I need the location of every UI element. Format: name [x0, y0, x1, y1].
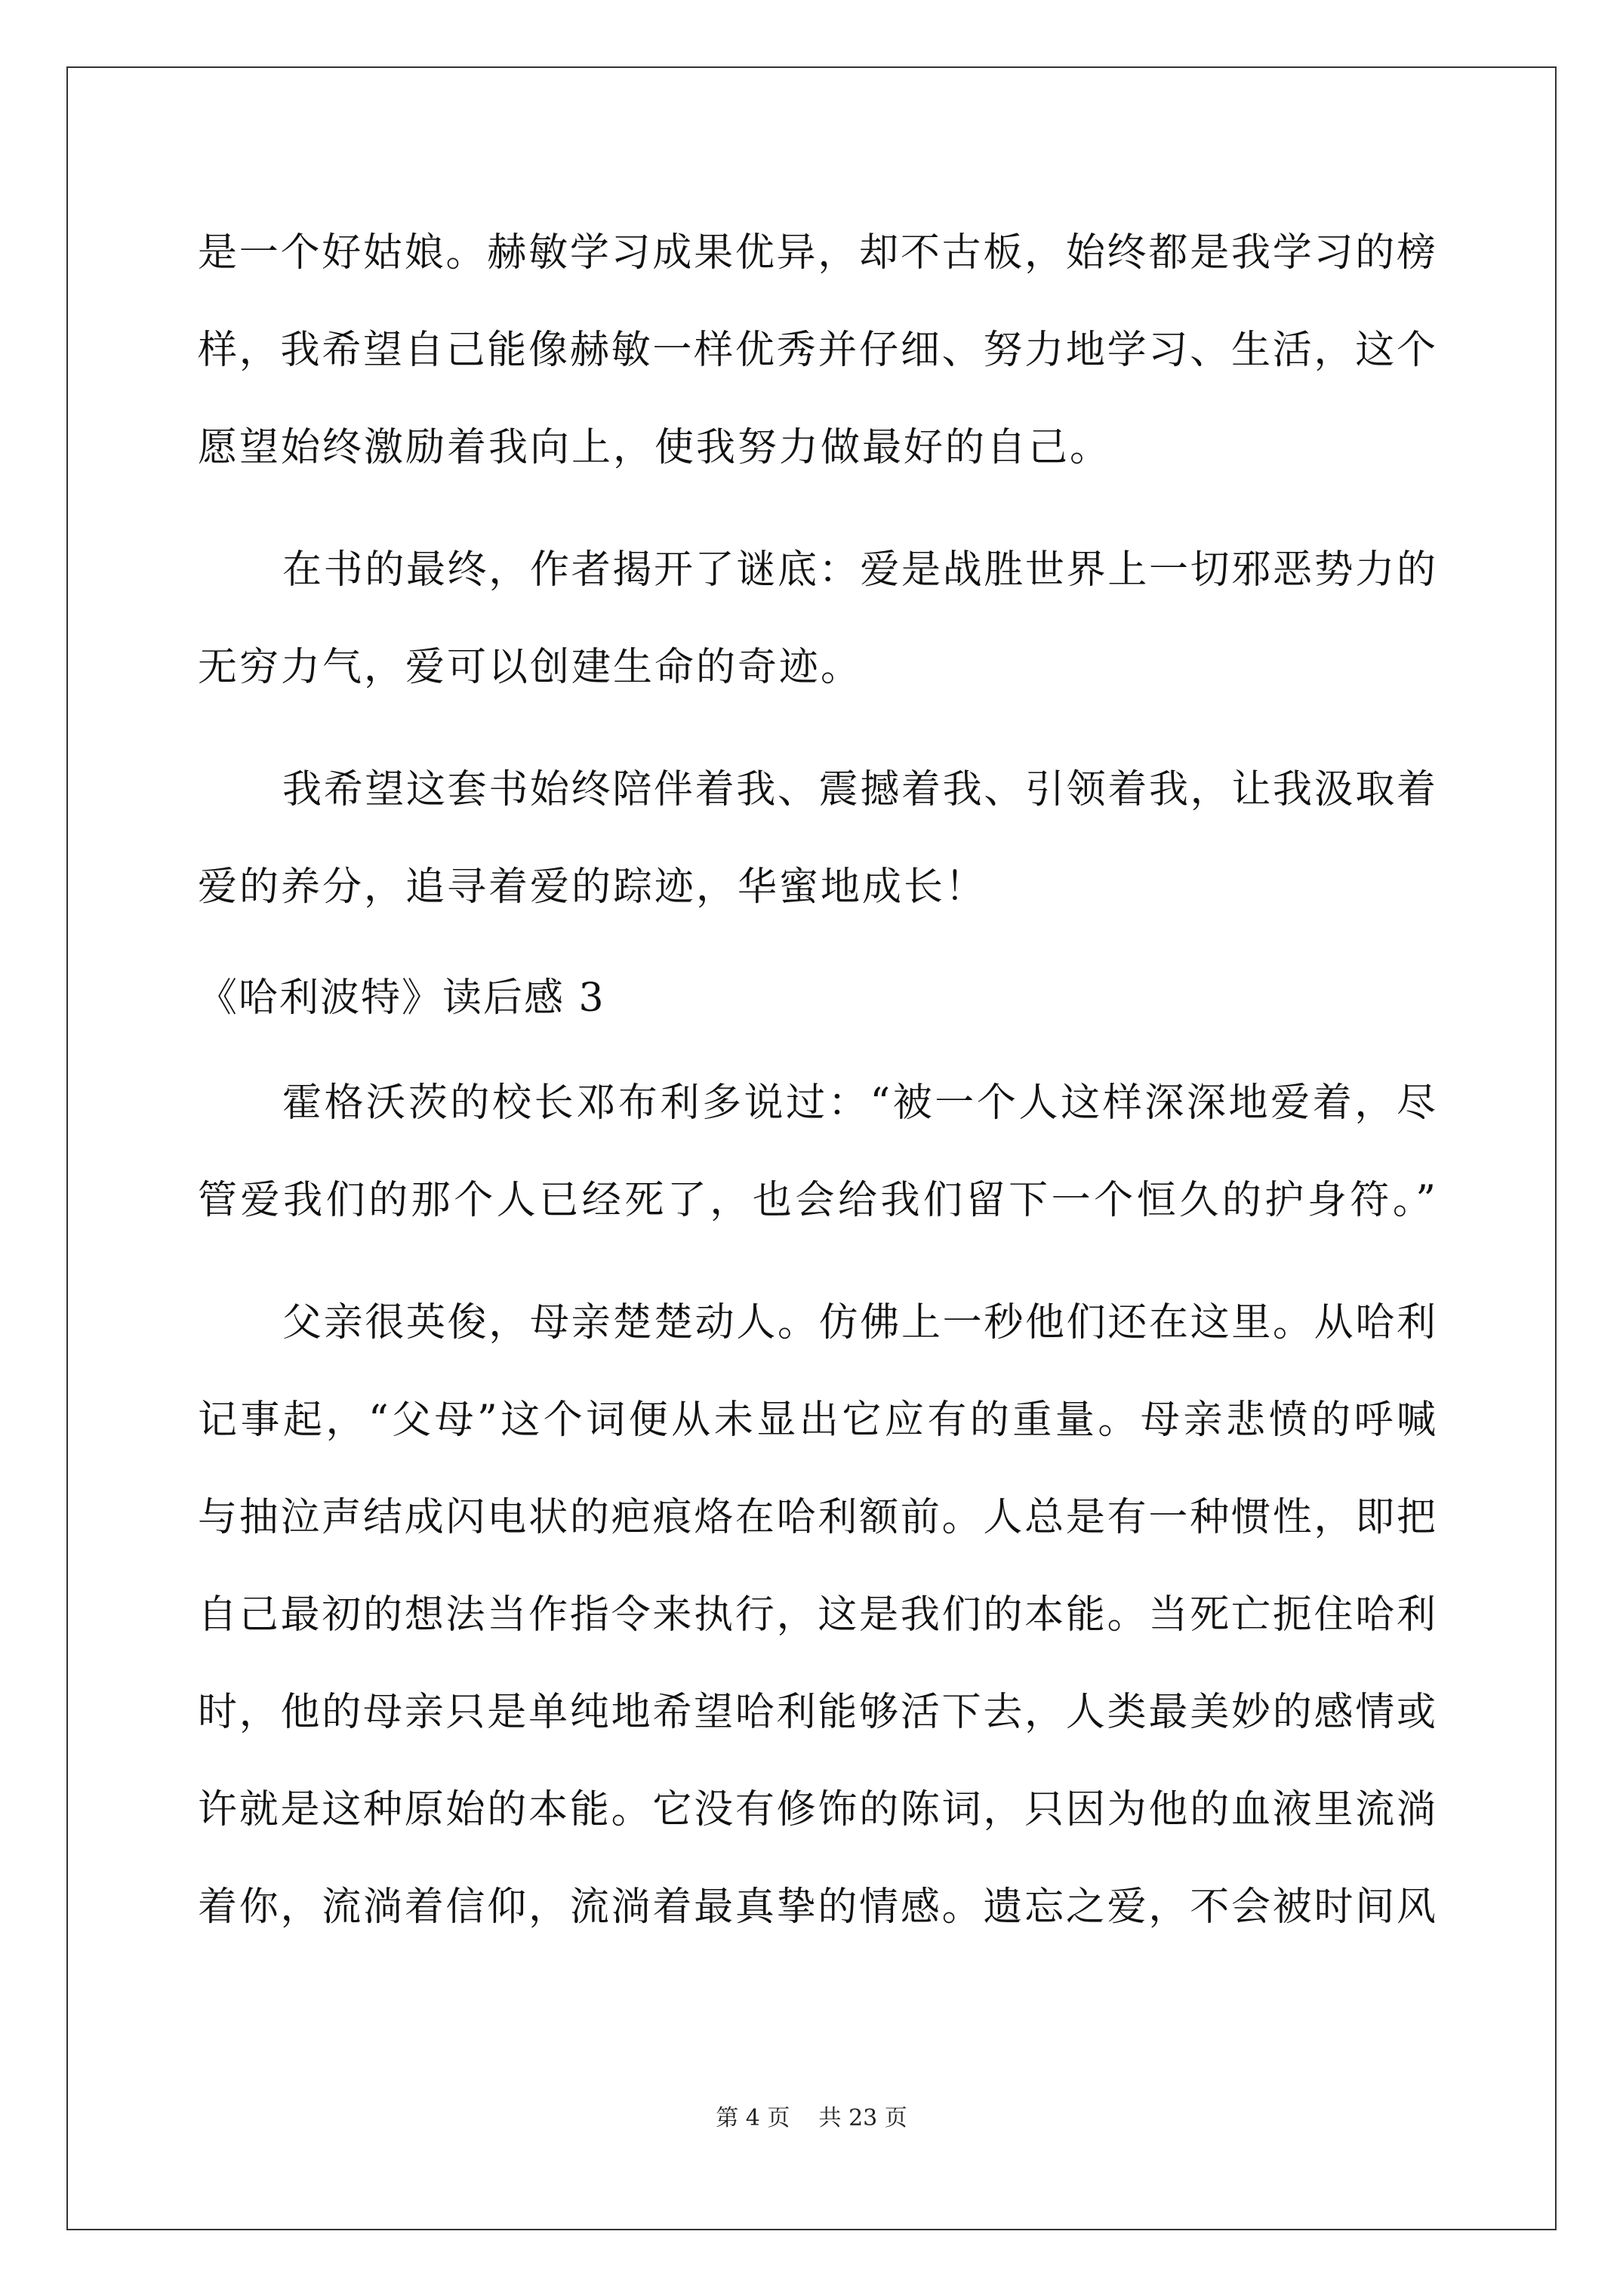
- page-total: 共 23 页: [818, 2105, 907, 2131]
- paragraph-line: 在书的最终，作者揭开了谜底：爱是战胜世界上一切邪恶势力的: [282, 547, 1436, 593]
- paragraph-line: 记事起，“父母”这个词便从未显出它应有的重量。母亲悲愤的呼喊: [198, 1398, 1436, 1443]
- paragraph-line: 时，他的母亲只是单纯地希望哈利能够活下去，人类最美妙的感情或: [198, 1690, 1436, 1735]
- paragraph-line: 许就是这种原始的本能。它没有修饰的陈词，只因为他的血液里流淌: [198, 1787, 1436, 1832]
- paragraph-line: 父亲很英俊，母亲楚楚动人。仿佛上一秒他们还在这里。从哈利: [282, 1300, 1436, 1345]
- page-footer: [0, 2103, 1623, 2134]
- paragraph-line: 着你，流淌着信仰，流淌着最真挚的情感。遗忘之爱，不会被时间风: [198, 1885, 1436, 1930]
- paragraph-line: 霍格沃茨的校长邓布利多说过：“被一个人这样深深地爱着，尽: [282, 1080, 1436, 1126]
- paragraph-line: 我希望这套书始终陪伴着我、震撼着我、引领着我，让我汲取着: [282, 767, 1436, 812]
- paragraph-line: 爱的养分，追寻着爱的踪迹，华蜜地成长！: [198, 864, 987, 910]
- paragraph-line: 样，我希望自己能像赫敏一样优秀并仔细、努力地学习、生活，这个: [198, 328, 1436, 373]
- section-heading: 《哈利波特》读后感 3: [198, 975, 605, 1021]
- paragraph-line: 无穷力气，爱可以创建生命的奇迹。: [198, 645, 863, 690]
- paragraph-line: 自己最初的想法当作指令来执行，这是我们的本能。当死亡扼住哈利: [198, 1592, 1436, 1638]
- page-number: 第 4 页: [716, 2105, 790, 2131]
- paragraph-line: 与抽泣声结成闪电状的疤痕烙在哈利额前。人总是有一种惯性，即把: [198, 1495, 1436, 1540]
- paragraph-line: 是一个好姑娘。赫敏学习成果优异，却不古板，始终都是我学习的榜: [198, 230, 1436, 276]
- paragraph-line: 管爱我们的那个人已经死了，也会给我们留下一个恒久的护身符。”: [198, 1178, 1436, 1223]
- paragraph-line: 愿望始终激励着我向上，使我努力做最好的自己。: [198, 425, 1112, 470]
